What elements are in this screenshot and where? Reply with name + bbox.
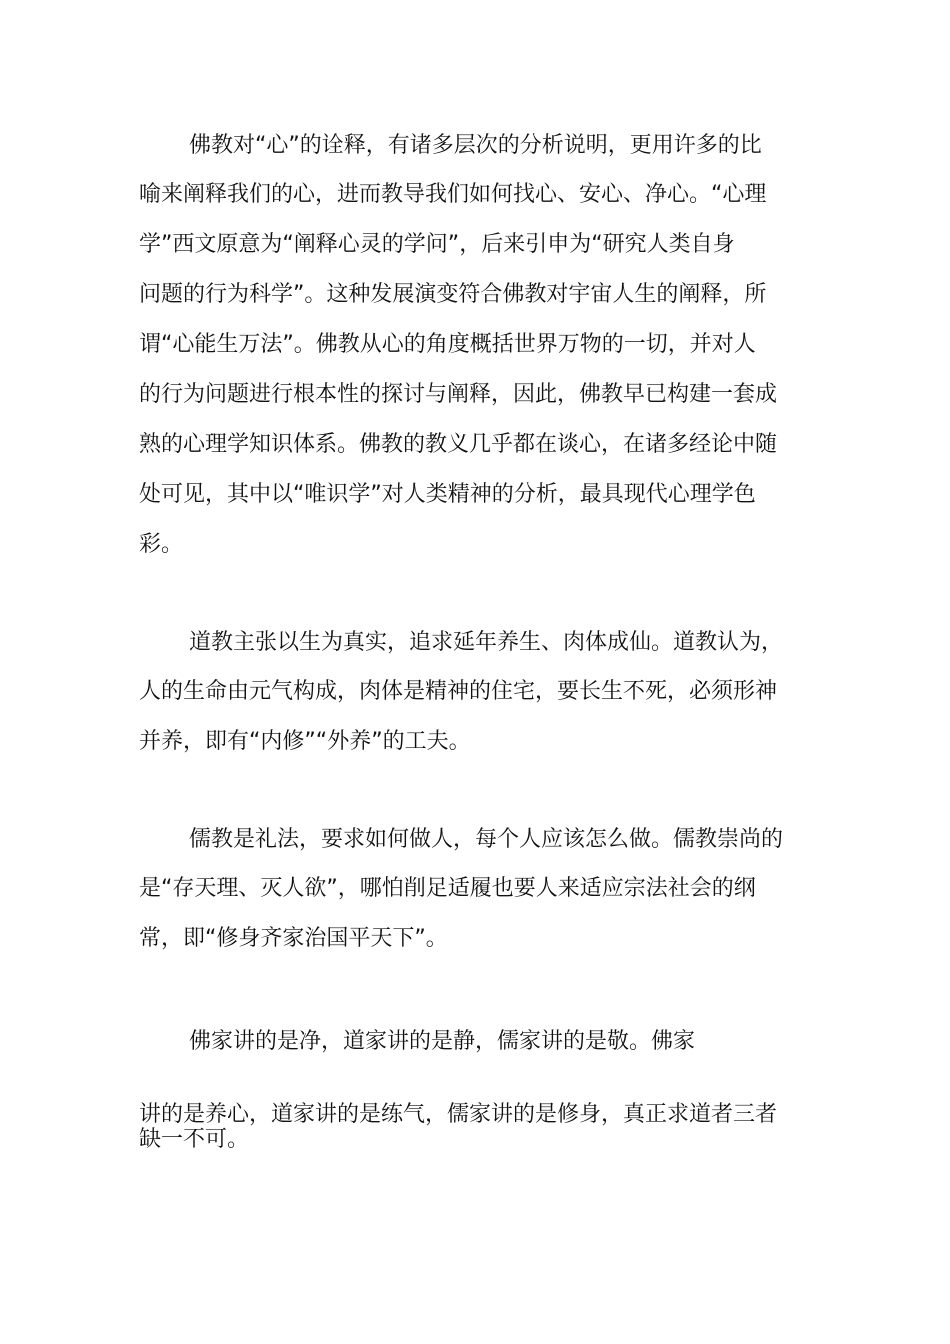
text-line: 道教主张以生为真实，追求延年养生、肉体成仙。道教认为， [189,630,784,655]
text-line: 佛教对“心”的诠释，有诸多层次的分析说明，更用许多的比 [189,133,762,158]
text-line: 学”西文原意为“阐释心灵的学问”，后来引申为“研究人类自身 [139,232,735,257]
text-line: 佛家讲的是净，道家讲的是静，儒家讲的是敬。佛家 [189,1029,696,1054]
text-line: 喻来阐释我们的心，进而教导我们如何找心、安心、净心。“心理 [139,182,767,207]
text-line: 谓“心能生万法”。佛教从心的角度概括世界万物的一切，并对人 [139,332,756,357]
text-line: 问题的行为科学”。这种发展演变符合佛教对宇宙人生的阐释，所 [139,282,767,307]
text-line: 缺一不可。 [139,1127,250,1152]
text-line: 处可见，其中以“唯识学”对人类精神的分析，最具现代心理学色 [139,482,756,507]
text-line: 人的生命由元气构成，肉体是精神的住宅，要长生不死，必须形神 [139,679,778,704]
text-line: 常，即“修身齐家治国平天下”。 [139,926,448,951]
text-line: 并养，即有“内修”“外养”的工夫。 [139,729,471,754]
text-line: 彩。 [139,532,184,557]
text-line: 的行为问题进行根本性的探讨与阐释，因此，佛教早已构建一套成 [139,382,778,407]
text-line: 讲的是养心，道家讲的是练气，儒家讲的是修身，真正求道者三者 [139,1102,778,1127]
text-line: 是“存天理、灭人欲”，哪怕削足适履也要人来适应宗法社会的纲 [139,876,756,901]
text-line: 熟的心理学知识体系。佛教的教义几乎都在谈心，在诸多经论中随 [139,432,778,457]
text-line: 儒教是礼法，要求如何做人，每个人应该怎么做。儒教崇尚的 [189,827,784,852]
